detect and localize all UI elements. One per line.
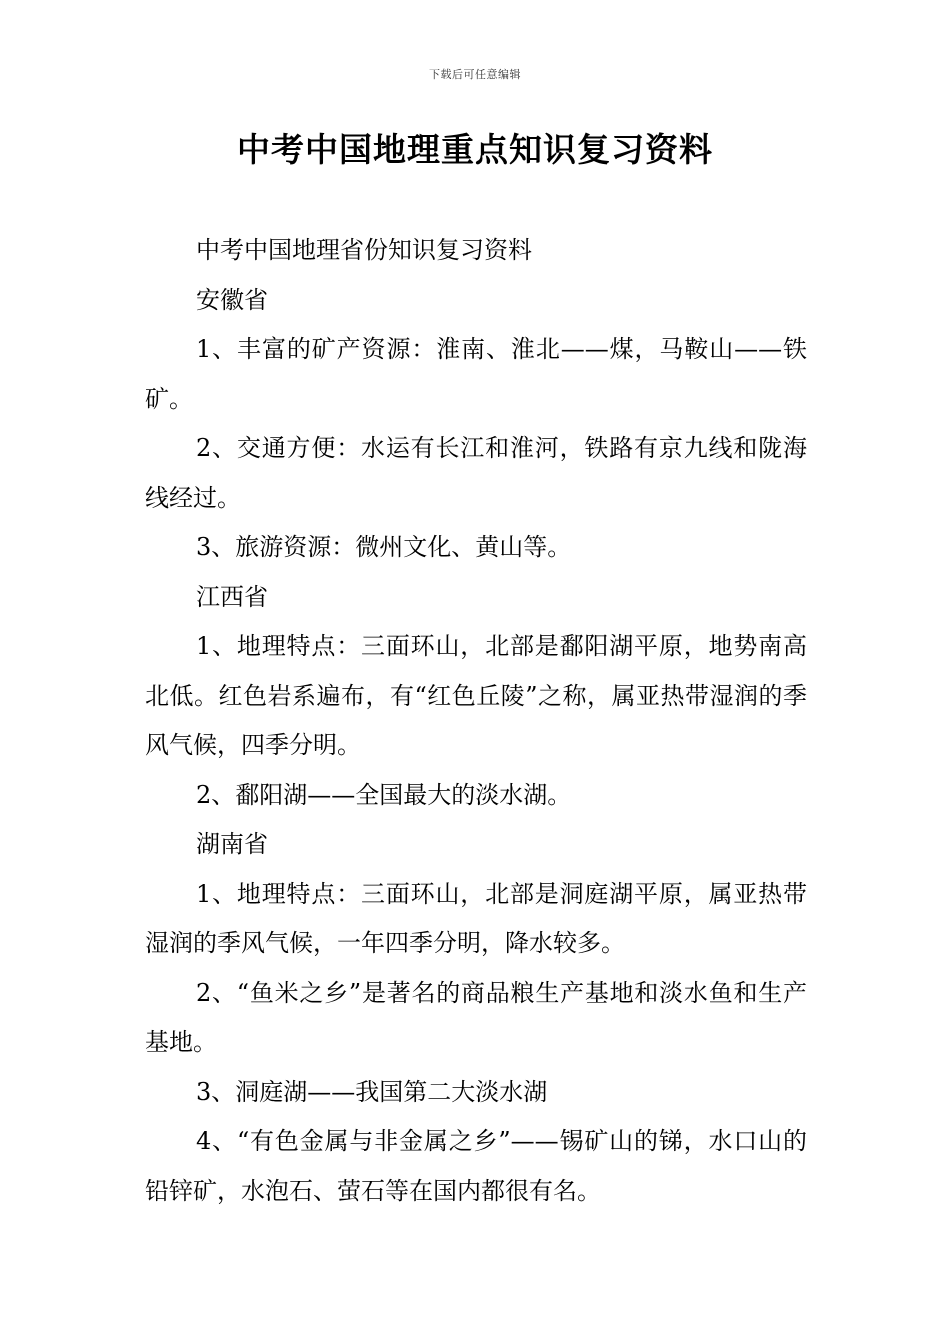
section-heading-jiangxi: 江西省 <box>196 582 268 611</box>
paragraph: 1、丰富的矿产资源：淮南、淮北——煤，马鞍山——铁矿。 <box>145 335 807 413</box>
subtitle-paragraph: 中考中国地理省份知识复习资料 <box>196 236 532 264</box>
document-title: 中考中国地理重点知识复习资料 <box>237 130 713 169</box>
paragraph: 1、地理特点：三面环山，北部是鄱阳湖平原，地势南高北低。红色岩系遍布，有“红色丘陵”之称，属亚热带湿润的季风气候，四季分明。 <box>145 632 807 759</box>
paragraph: 2、交通方便：水运有长江和淮河，铁路有京九线和陇海线经过。 <box>145 434 807 512</box>
paragraph: 2、鄱阳湖——全国最大的淡水湖。 <box>196 780 572 809</box>
paragraph: 3、洞庭湖——我国第二大淡水湖 <box>196 1077 548 1106</box>
document-body <box>145 226 807 1216</box>
paragraph: 1、地理特点：三面环山，北部是洞庭湖平原，属亚热带湿润的季风气候，一年四季分明，降水较多。 <box>145 879 807 957</box>
section-heading-anhui: 安徽省 <box>196 285 268 314</box>
paragraph: 2、“鱼米之乡”是著名的商品粮生产基地和淡水鱼和生产基地。 <box>145 978 807 1056</box>
section-heading-hunan: 湖南省 <box>196 830 268 858</box>
paragraph: 3、旅游资源：微州文化、黄山等。 <box>196 533 572 561</box>
paragraph: 4、“有色金属与非金属之乡”——锡矿山的锑，水口山的铅锌矿，水泡石、萤石等在国内都很有名。 <box>145 1127 807 1205</box>
header-note: 下载后可任意编辑 <box>429 68 521 81</box>
